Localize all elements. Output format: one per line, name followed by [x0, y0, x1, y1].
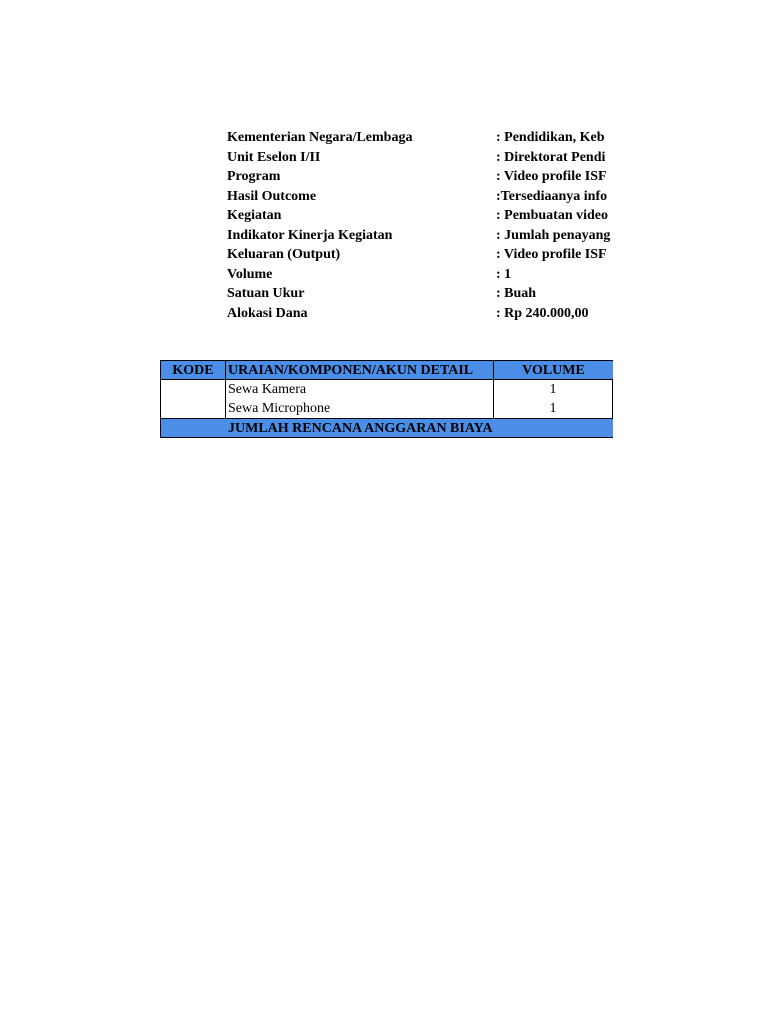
- total-kode-cell: [160, 419, 226, 439]
- info-value: : Pembuatan video: [496, 208, 608, 223]
- table-row: [160, 380, 613, 400]
- info-label: Unit Eselon I/II: [227, 149, 321, 165]
- table-total-row: [160, 419, 613, 439]
- info-label: Program: [227, 169, 281, 184]
- info-row: [227, 148, 613, 168]
- info-value: : Video profile ISF: [496, 247, 607, 262]
- cell-volume: 1: [494, 399, 613, 419]
- info-value: :Tersediaanya info: [496, 188, 608, 204]
- info-label: Hasil Outcome: [227, 188, 317, 204]
- info-row: [227, 265, 613, 285]
- info-value: : Direktorat Pendi: [496, 149, 606, 165]
- info-row: [227, 167, 613, 187]
- budget-info-block: [227, 128, 613, 323]
- header-kode: KODE: [160, 360, 226, 380]
- info-value: : Pendidikan, Keb: [496, 130, 605, 145]
- info-value: : 1: [496, 266, 512, 282]
- cell-kode: [160, 380, 226, 400]
- info-label: Volume: [227, 266, 273, 282]
- cell-kode: [160, 399, 226, 419]
- cell-uraian: Sewa Microphone: [226, 399, 494, 419]
- info-label: Satuan Ukur: [227, 286, 305, 301]
- total-label: JUMLAH RENCANA ANGGARAN BIAYA: [226, 419, 613, 439]
- info-value: : Video profile ISF: [496, 169, 607, 184]
- info-label: Kegiatan: [227, 208, 282, 223]
- info-value: : Buah: [496, 286, 537, 301]
- info-row: [227, 245, 613, 265]
- budget-table: [160, 360, 613, 438]
- table-row: [160, 399, 613, 419]
- info-row: [227, 187, 613, 207]
- info-row: [227, 128, 613, 148]
- header-volume: VOLUME: [494, 360, 613, 380]
- info-row: [227, 226, 613, 246]
- cell-volume: 1: [494, 380, 613, 400]
- info-row: [227, 284, 613, 304]
- info-value: : Rp 240.000,00: [496, 305, 589, 321]
- info-row: [227, 304, 613, 324]
- info-label: Alokasi Dana: [227, 305, 308, 321]
- info-label: Indikator Kinerja Kegiatan: [227, 227, 393, 243]
- info-label: Keluaran (Output): [227, 247, 341, 262]
- info-value: : Jumlah penayang: [496, 227, 611, 243]
- cell-uraian: Sewa Kamera: [226, 380, 494, 400]
- table-header-row: [160, 360, 613, 380]
- info-row: [227, 206, 613, 226]
- header-uraian: URAIAN/KOMPONEN/AKUN DETAIL: [226, 360, 494, 380]
- info-label: Kementerian Negara/Lembaga: [227, 130, 413, 145]
